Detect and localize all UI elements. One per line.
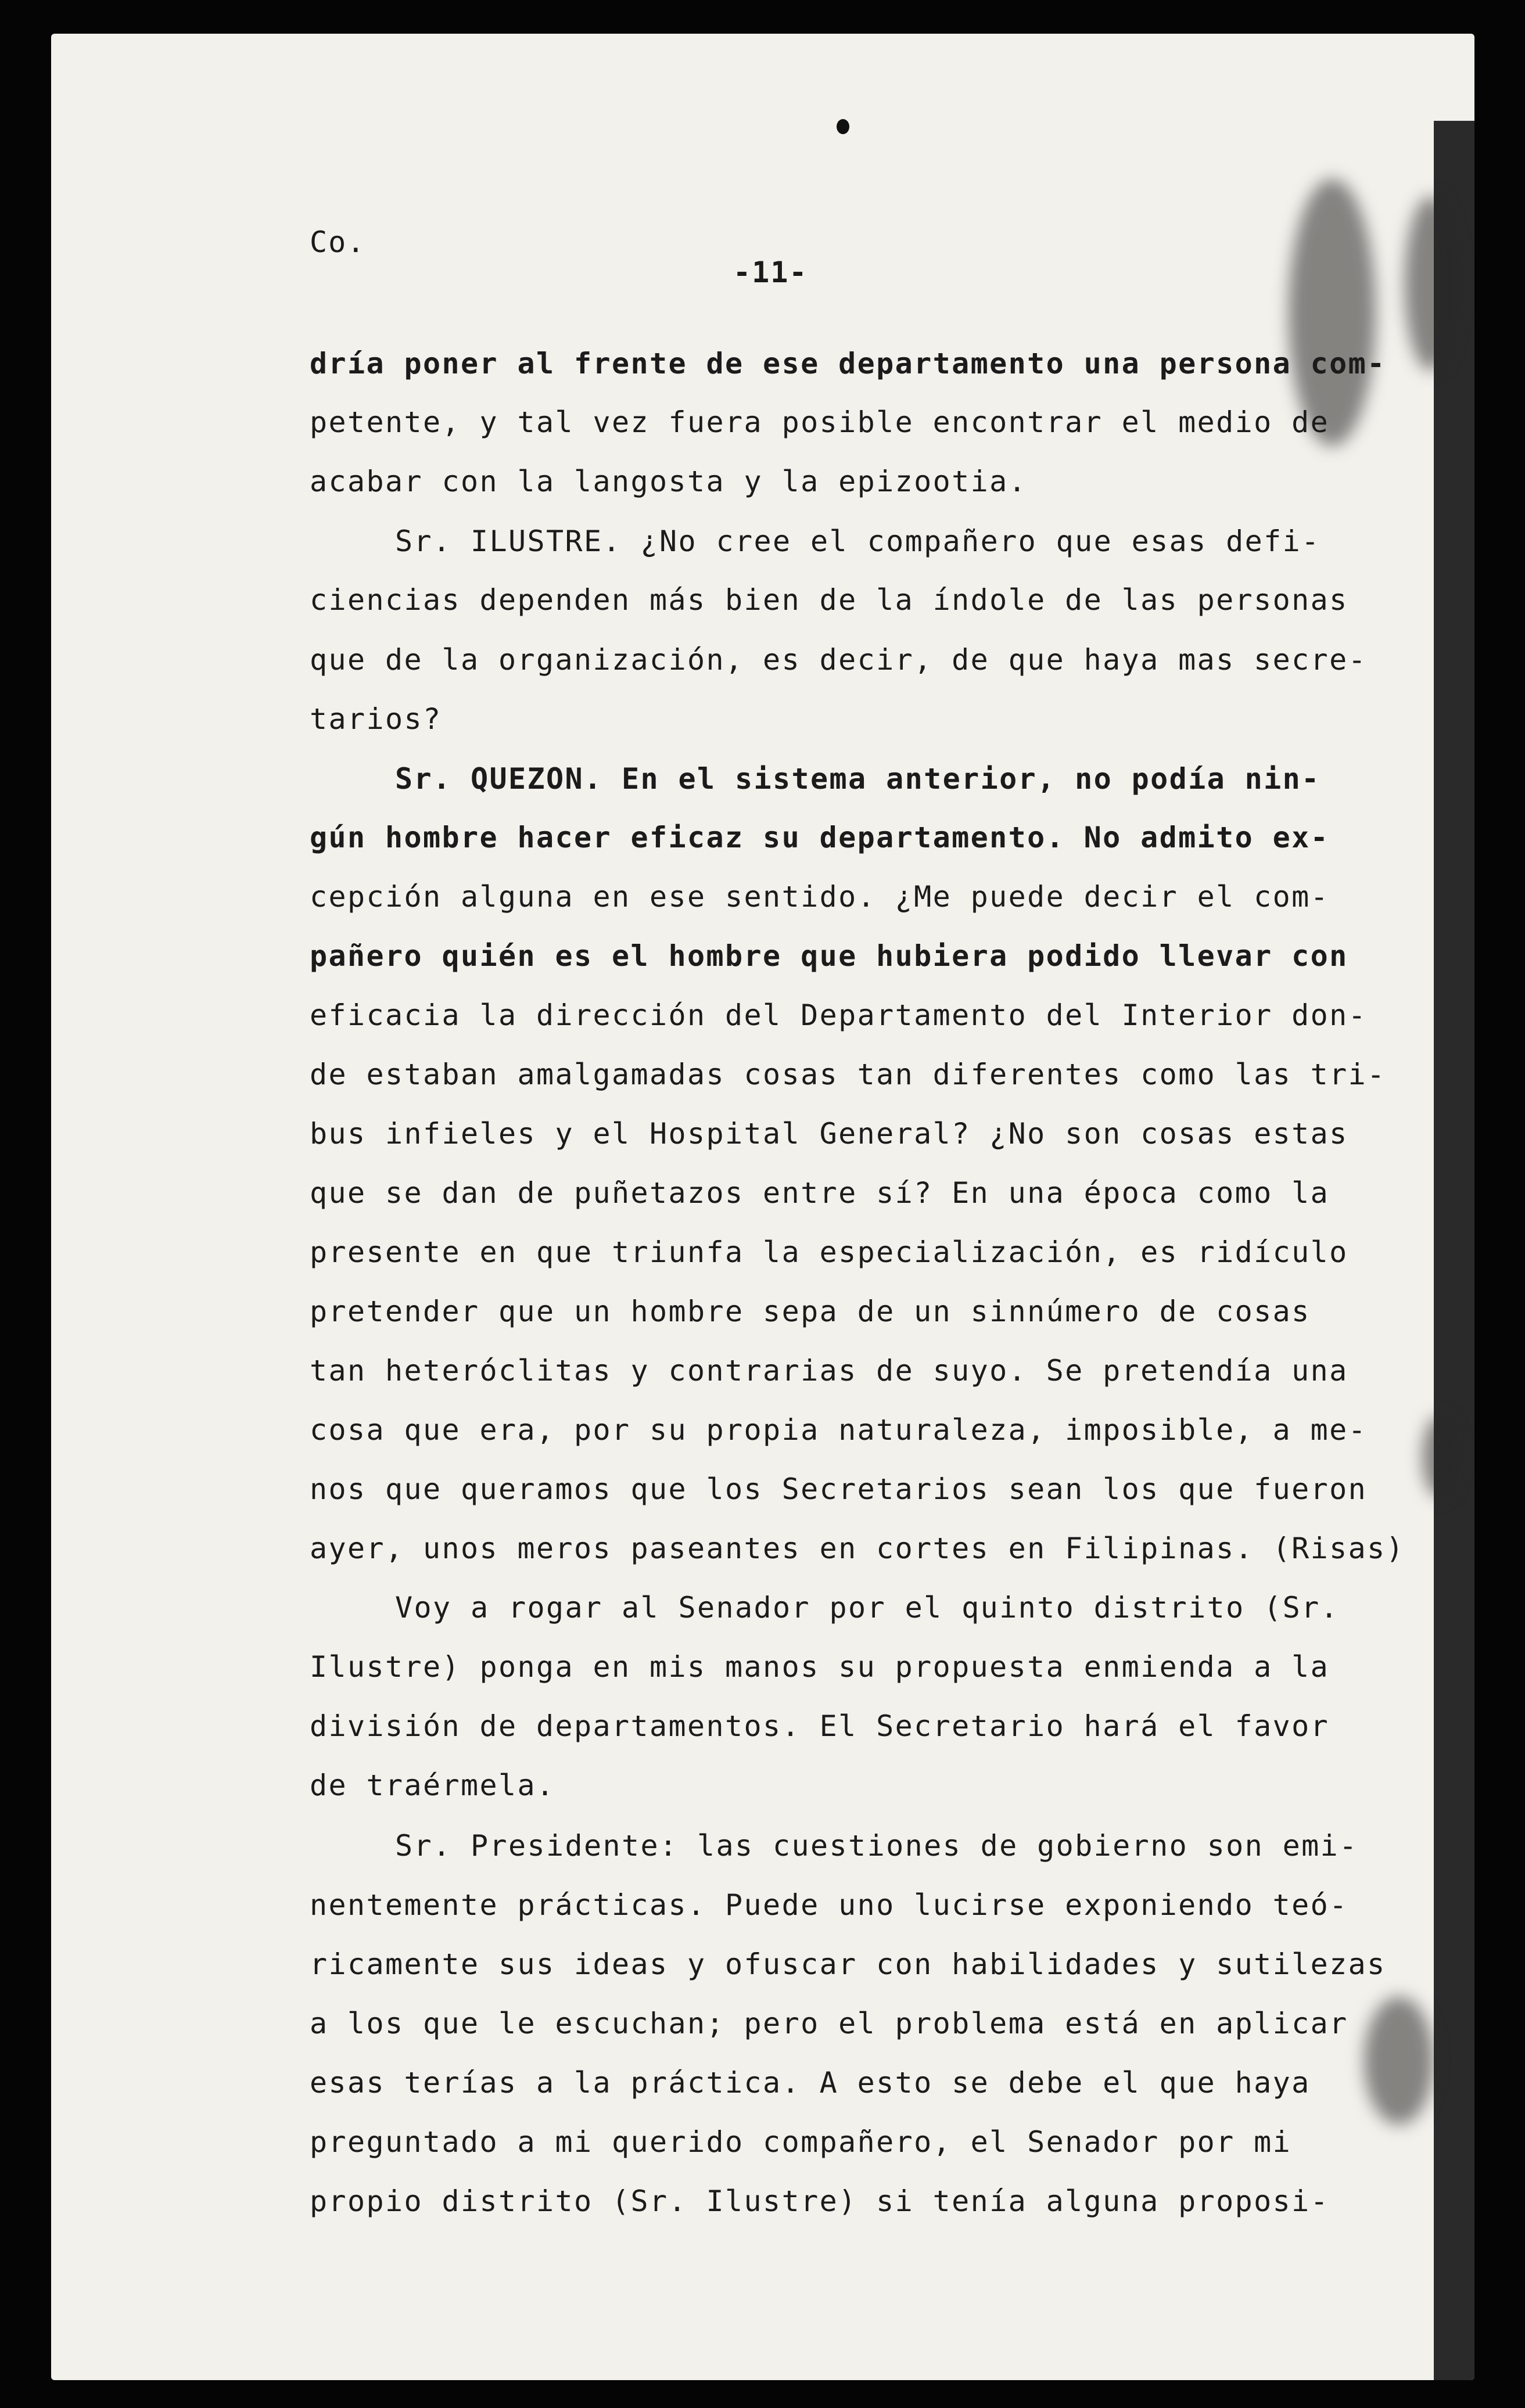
body-line: Sr. ILUSTRE. ¿No cree el compañero que esas defi- <box>395 524 1321 558</box>
body-line: división de departamentos. El Secretario hará el favor <box>310 1709 1330 1743</box>
body-line: cepción alguna en ese sentido. ¿Me puede decir el com- <box>310 880 1330 914</box>
body-line: Ilustre) ponga en mis manos su propuesta enmienda a la <box>310 1650 1330 1684</box>
body-line: a los que le escuchan; pero el problema está en aplicar <box>310 2007 1348 2040</box>
body-line: ricamente sus ideas y ofuscar con habilidades y sutilezas <box>310 1947 1386 1981</box>
body-line: gún hombre hacer eficaz su departamento. No admito ex- <box>310 821 1330 854</box>
body-line: propio distrito (Sr. Ilustre) si tenía alguna proposi- <box>310 2184 1330 2218</box>
body-line: presente en que triunfa la especialización, es ridículo <box>310 1235 1348 1269</box>
page-number: -11- <box>733 256 808 289</box>
body-line: Voy a rogar al Senador por el quinto distrito (Sr. <box>395 1591 1340 1624</box>
body-line: de estaban amalgamadas cosas tan diferentes como las tri- <box>310 1058 1386 1091</box>
body-line: que de la organización, es decir, de que haya mas secre- <box>310 643 1368 677</box>
body-line: preguntado a mi querido compañero, el Senador por mi <box>310 2125 1292 2159</box>
body-line: petente, y tal vez fuera posible encontrar el medio de <box>310 405 1330 439</box>
body-line: Sr. QUEZON. En el sistema anterior, no podía nin- <box>395 762 1321 796</box>
body-line: tarios? <box>310 702 442 736</box>
body-line: tan heteróclitas y contrarias de suyo. Se pretendía una <box>310 1354 1348 1388</box>
page-edge-shadow <box>1434 121 1474 2380</box>
ink-stain <box>1364 1997 1434 2125</box>
body-line: pretender que un hombre sepa de un sinnúmero de cosas <box>310 1295 1311 1328</box>
body-line: eficacia la dirección del Departamento del Interior don- <box>310 998 1368 1032</box>
body-line: acabar con la langosta y la epizootia. <box>310 465 1028 498</box>
body-line: ciencias dependen más bien de la índole de las personas <box>310 583 1348 617</box>
body-line: Sr. Presidente: las cuestiones de gobierno son emi- <box>395 1829 1358 1863</box>
body-line: ayer, unos meros paseantes en cortes en Filipinas. (Risas) <box>310 1532 1405 1565</box>
left-mark: Co. <box>310 225 366 259</box>
body-line: que se dan de puñetazos entre sí? En una época como la <box>310 1176 1330 1210</box>
body-line: dría poner al frente de ese departamento una persona com- <box>310 347 1386 380</box>
body-line: cosa que era, por su propia naturaleza, imposible, a me- <box>310 1413 1368 1447</box>
punch-hole-mark <box>837 119 849 134</box>
body-line: esas terías a la práctica. A esto se debe el que haya <box>310 2066 1311 2100</box>
ink-stain <box>1422 1416 1457 1497</box>
ink-stain <box>1405 196 1457 371</box>
body-line: de traérmela. <box>310 1769 555 1802</box>
body-line: nos que queramos que los Secretarios sean los que fueron <box>310 1472 1368 1506</box>
body-line: bus infieles y el Hospital General? ¿No son cosas estas <box>310 1117 1348 1151</box>
body-line: pañero quién es el hombre que hubiera podido llevar con <box>310 939 1348 973</box>
body-line: nentemente prácticas. Puede uno lucirse exponiendo teó- <box>310 1888 1348 1922</box>
